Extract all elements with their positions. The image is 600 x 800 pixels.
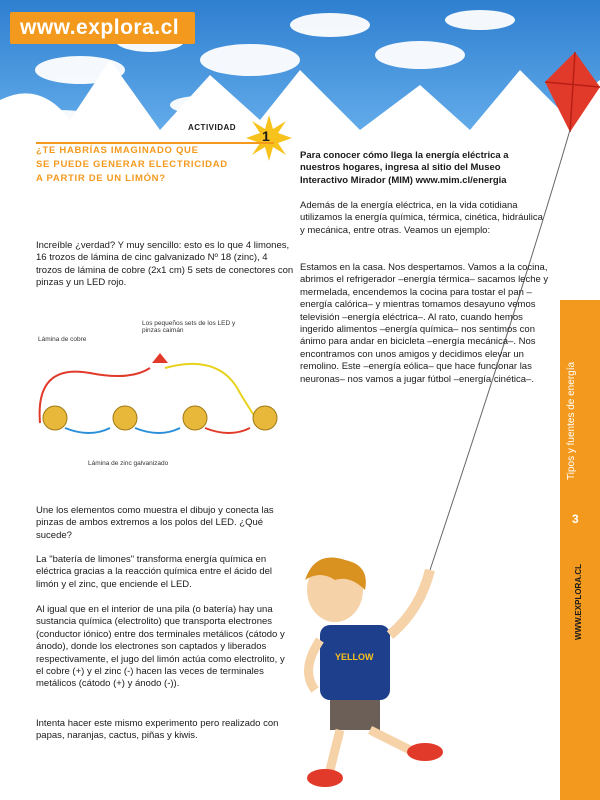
side-url[interactable]: WWW.EXPLORA.CL [574, 564, 583, 640]
paragraph-1: Une los elementos como muestra el dibujo y conecta las pinzas de ambos extremos a los polos del LED. ¿Qué sucede? [36, 505, 274, 541]
kid-illustration [290, 550, 470, 800]
circuit-drawing [30, 323, 290, 458]
paragraph-2: La "batería de limones" transforma energía química en eléctrica gracias a la reacción química entre el ácido del limón y el zinc, que enciende el LED. [36, 554, 273, 590]
activity-title [36, 142, 274, 204]
label-copper: Lámina de cobre [38, 336, 87, 343]
title-line-2: SE PUEDE GENERAR ELECTRICIDAD [36, 159, 228, 170]
site-url[interactable]: www.explora.cl [20, 16, 180, 39]
paragraph-4: Intenta hacer este mismo experimento pero realizado con papas, naranjas, cactus, piñas y kiwis. [36, 718, 279, 742]
section-title: Tipos y fuentes de energía [566, 361, 577, 480]
label-zinc: Lámina de zinc galvanizado [88, 460, 169, 467]
paragraph-3: Al igual que en el interior de una pila (o batería) hay una sustancia química (electrolito) que transporta electrones (conductor iónico) entre dos terminales metálicos (cátodo y ánodo), donde los electrones son captados y liberados respectivamente, el jugo del limón actúa como electrolito, y el cobre (+) y el zinc (-) hacen las veces de terminales metálicos (cátodo (+) y ánodo (-)). [36, 604, 285, 690]
svg-text:YELLOW: YELLOW [335, 652, 374, 662]
right-paragraph-2: Además de la energía eléctrica, en la vida cotidiana utilizamos la energía química, térmica, cinética, hidráulica y mecánica, entre otras. Veamos un ejemplo: [300, 200, 543, 236]
activity-label: ACTIVIDAD [188, 123, 237, 132]
right-paragraph-1: Para conocer cómo llega la energía eléctrica a nuestros hogares, ingresa al sitio del Museo Interactivo Mirador (MIM) www.mim.cl/energia [300, 150, 509, 186]
page-number: 3 [572, 512, 579, 526]
right-paragraph-3: Estamos en la casa. Nos despertamos. Vamos a la cocina, abrimos el refrigerador –energía térmica– sacamos leche y mermelada, encendemos la cocina para tostar el pan –energía calórica– y mientras tomamos desayuno vemos televisión –energía eléctrica–. Al rato, cuando hemos ingerido alimentos –energía química– nos sentimos con ánimo para andar en bicicleta –energía mecánica–. Nos encontramos con unos amigos y decidimos elevar un remolino. Este –energía eólica– que hace funcionar las neuronas– nos vamos a jugar fútbol –energía cinética–. [300, 262, 549, 385]
lemon-battery-diagram [30, 318, 290, 468]
title-line-3: A PARTIR DE UN LIMÓN? [36, 173, 166, 184]
title-line-1: ¿TE HABRÍAS IMAGINADO QUE [36, 145, 199, 156]
label-pins: Los pequeños sets de los LED y pinzas caimán [142, 320, 236, 334]
activity-number: 1 [262, 128, 270, 144]
intro-paragraph: Increíble ¿verdad? Y muy sencillo: esto es lo que 4 limones, 16 trozos de lámina de cinc galvanizado Nº 18 (zinc), 4 trozos de lámina de cobre (2x1 cm) 5 sets de conectores con pinzas y un LED rojo. [36, 240, 294, 289]
